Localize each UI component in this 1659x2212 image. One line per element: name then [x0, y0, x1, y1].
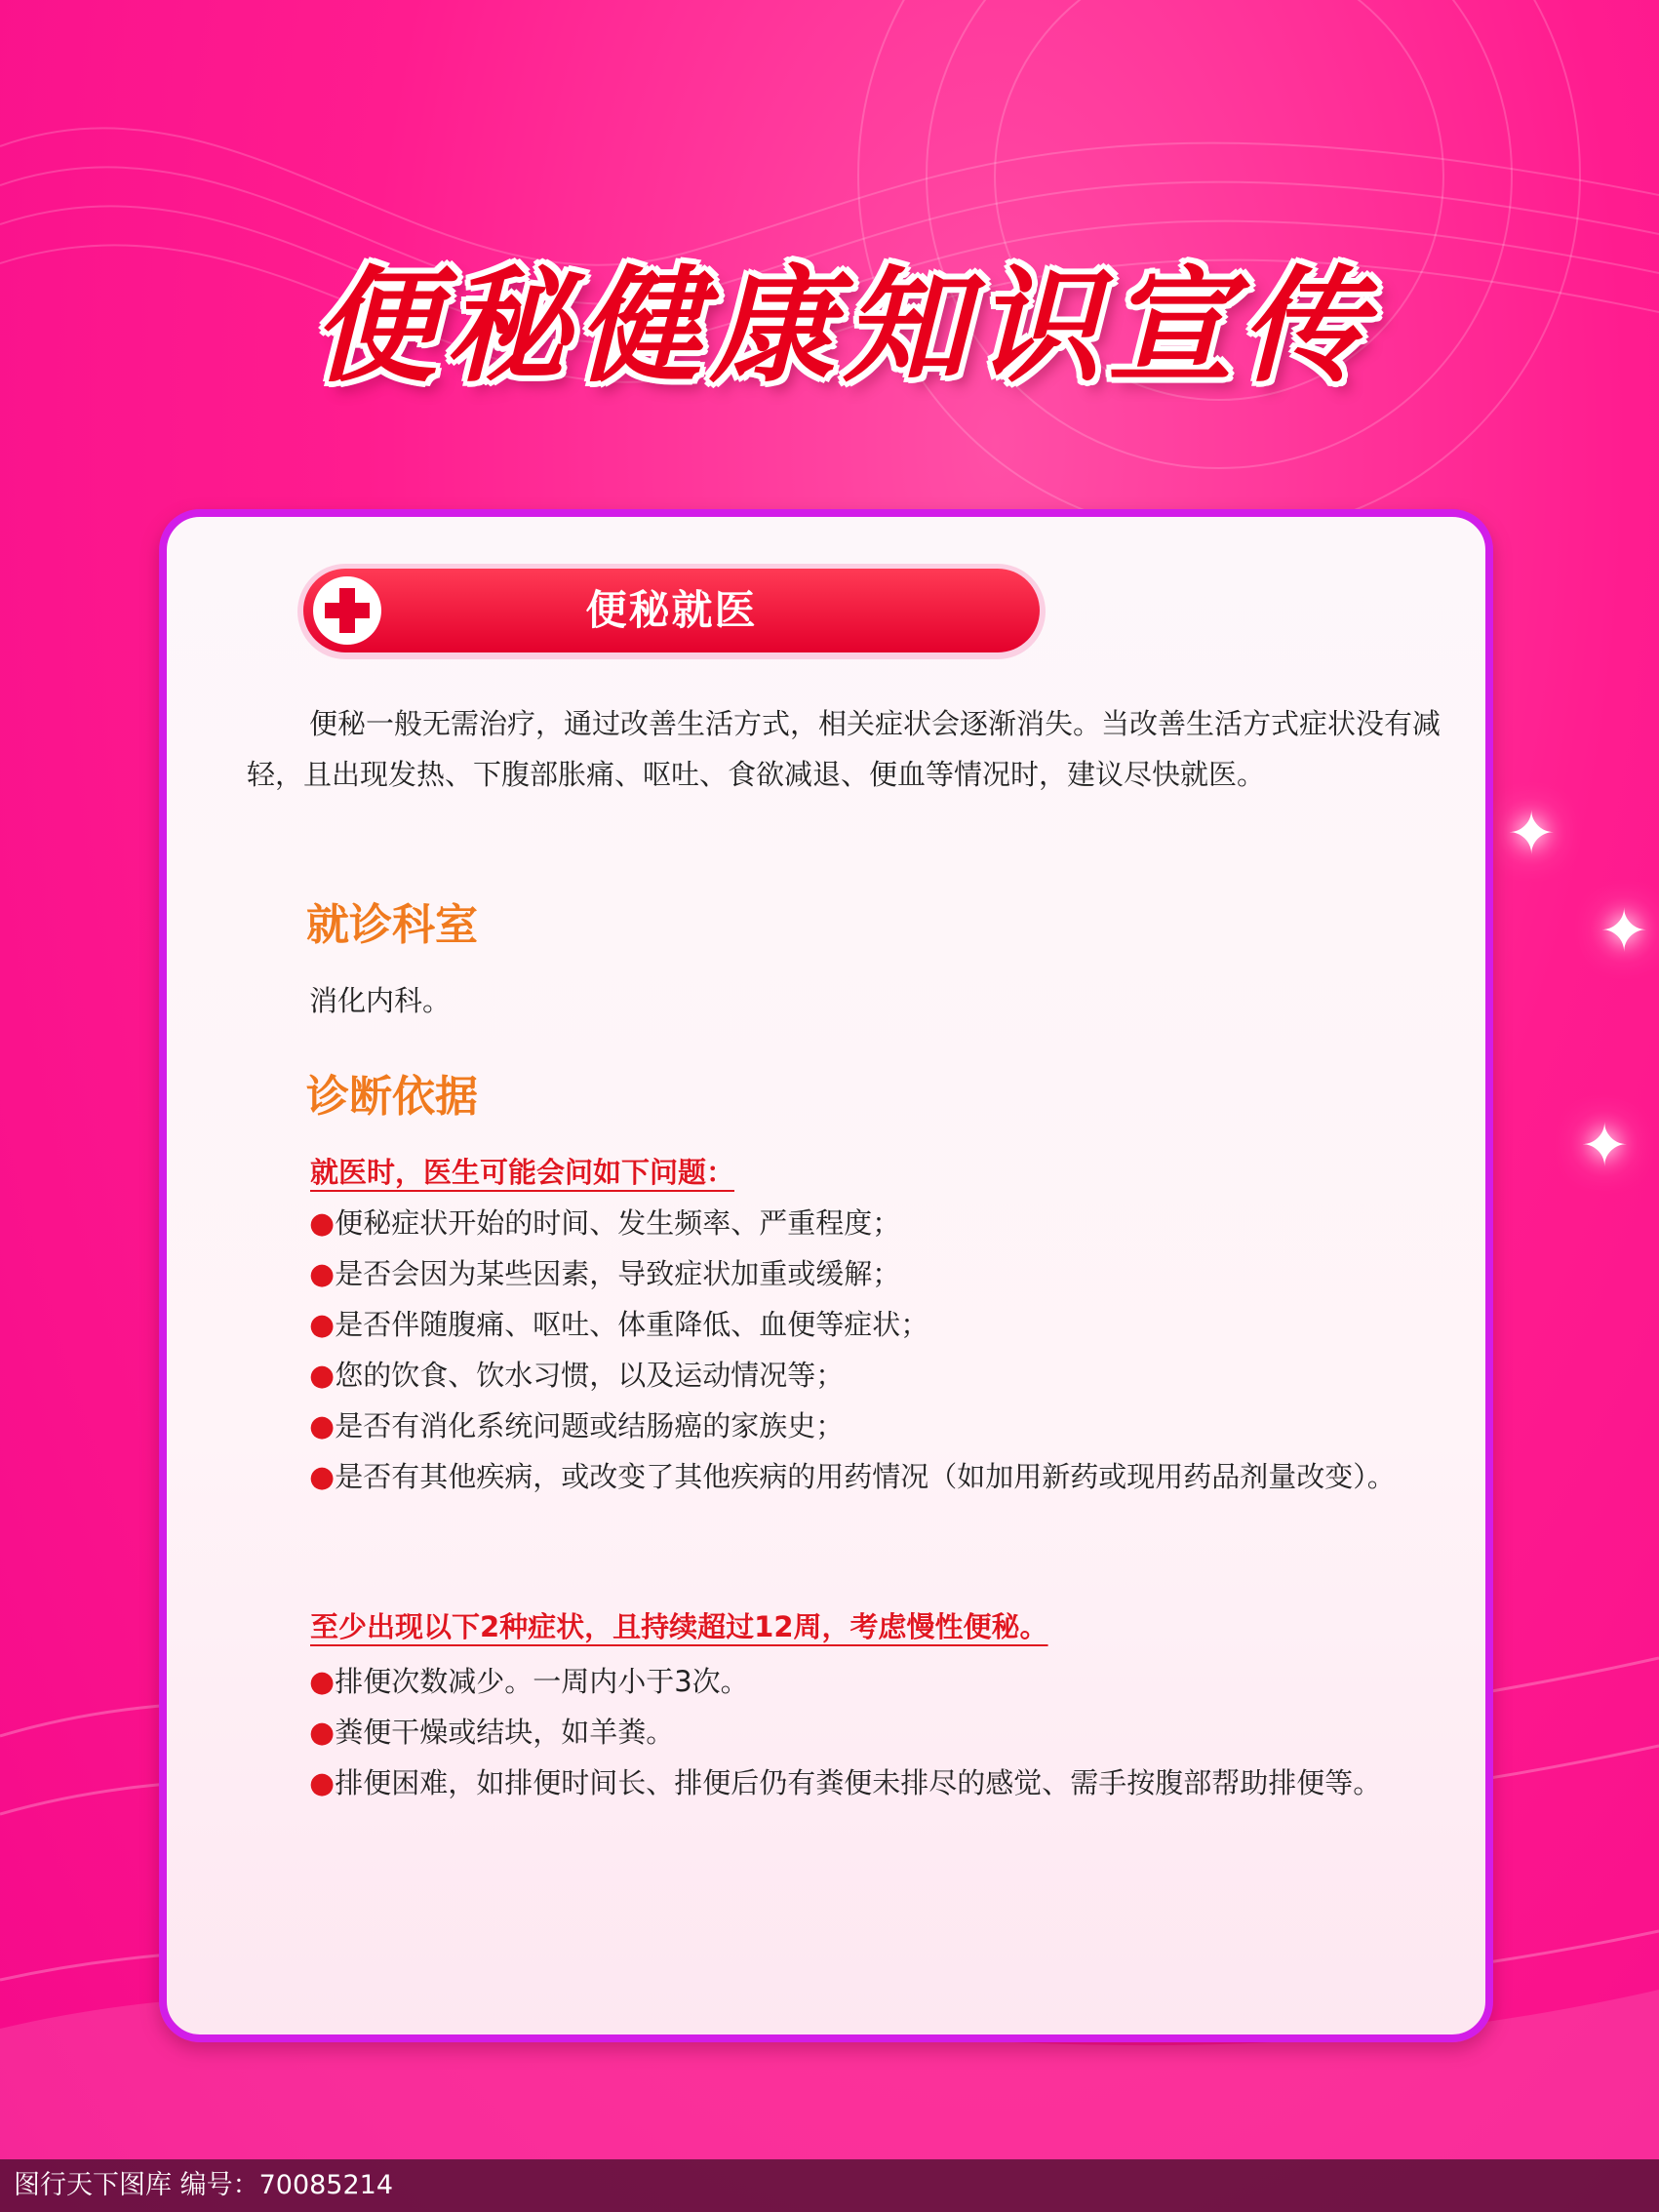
list-item: ●便秘症状开始的时间、发生频率、严重程度；: [309, 1206, 901, 1241]
list-item: ●您的饮食、饮水习惯，以及运动情况等；: [309, 1359, 845, 1393]
poster-title: 便秘健康知识宣传: [312, 254, 1374, 400]
section-header-pill: [297, 564, 1046, 659]
list-item: ●是否会因为某些因素，导致症状加重或缓解；: [309, 1257, 901, 1291]
list-item: ●排便次数减少。一周内小于3次。: [309, 1665, 749, 1699]
sparkle-icon: ✦: [1580, 1112, 1630, 1180]
list-item: ●是否有其他疾病，或改变了其他疾病的用药情况（如加用新药或现用药品剂量改变）。: [309, 1460, 1396, 1494]
section-header-bar: [303, 569, 1040, 652]
intro-paragraph: 便秘一般无需治疗，通过改善生活方式，相关症状会逐渐消失。当改善生活方式症状没有减轻，且出现发热、下腹部胀痛、呕吐、食欲减退、便血等情况时，建议尽快就医。: [247, 707, 1442, 791]
list-item: ●排便困难，如排便时间长、排便后仍有粪便未排尽的感觉、需手按腹部帮助排便等。: [309, 1766, 1382, 1800]
list-item: ●是否有消化系统问题或结肠癌的家族史；: [309, 1409, 845, 1443]
watermark-text: 图行天下图库 编号：70085214: [14, 2170, 394, 2200]
section-header-label: 便秘就医: [585, 586, 758, 634]
criteria-subtitle: 至少出现以下2种症状，且持续超过12周，考虑慢性便秘。: [310, 1610, 1048, 1643]
list-item: ●粪便干燥或结块，如羊粪。: [309, 1716, 675, 1750]
sparkle-icon: ✦: [1600, 897, 1649, 966]
sparkle-icon: ✦: [1507, 800, 1557, 868]
questions-subtitle: 就医时，医生可能会问如下问题：: [310, 1156, 735, 1189]
list-item: ●是否伴随腹痛、呕吐、体重降低、血便等症状；: [309, 1308, 929, 1342]
department-text: 消化内科。: [309, 984, 452, 1017]
department-title: 就诊科室: [306, 900, 478, 950]
diagnosis-title: 诊断依据: [306, 1072, 478, 1122]
